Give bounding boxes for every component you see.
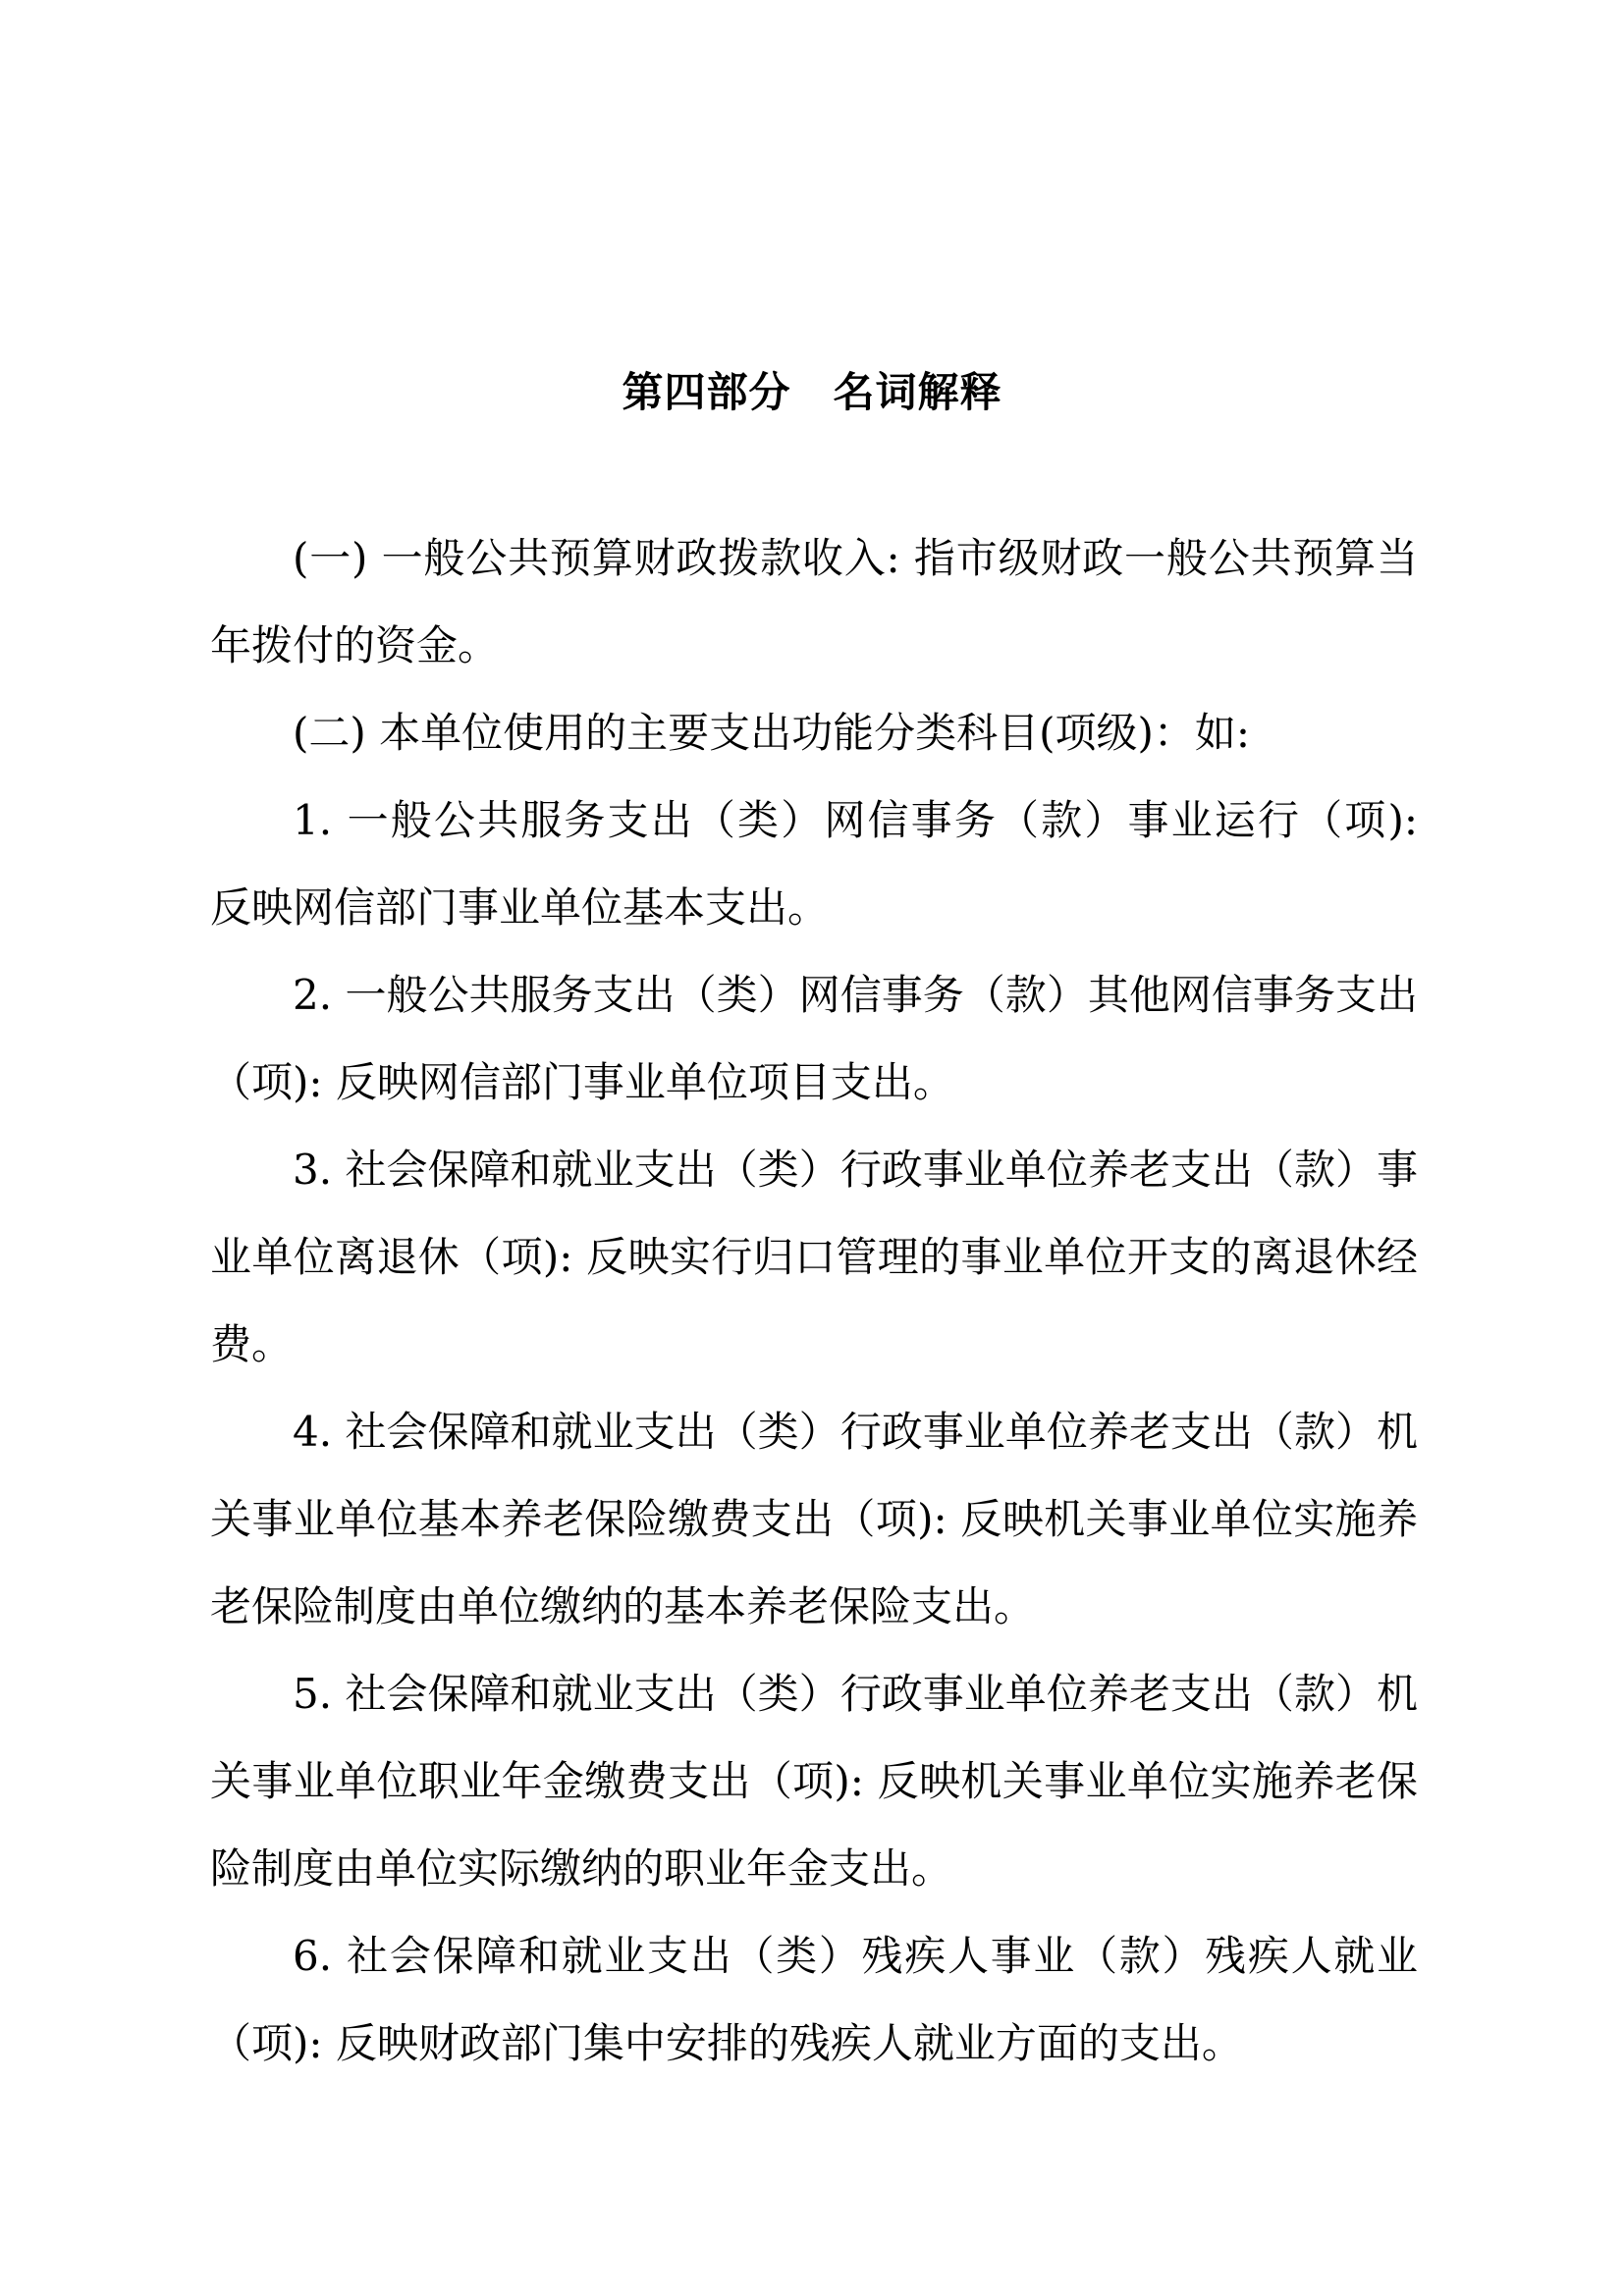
paragraph-item-4: 4. 社会保障和就业支出（类）行政事业单位养老支出（款）机关事业单位基本养老保险缴费支出（项): 反映机关事业单位实施养老保险制度由单位缴纳的基本养老保险支出。 [210, 1408, 1418, 1630]
paragraph-item-1: 1. 一般公共服务支出（类）网信事务（款）事业运行（项): 反映网信部门事业单位基本支出。 [210, 796, 1418, 932]
paragraph-general-budget-income: (一) 一般公共预算财政拨款收入: 指市级财政一般公共预算当年拨付的资金。 [210, 534, 1418, 669]
paragraph-expenditure-categories-intro: (二) 本单位使用的主要支出功能分类科目(项级)：如: [293, 709, 1251, 757]
document-body [210, 514, 1418, 2087]
paragraph-item-3: 3. 社会保障和就业支出（类）行政事业单位养老支出（款）事业单位离退休（项): 反映实行归口管理的事业单位开支的离退休经费。 [210, 1146, 1418, 1368]
paragraph-item-5: 5. 社会保障和就业支出（类）行政事业单位养老支出（款）机关事业单位职业年金缴费支出（项): 反映机关事业单位实施养老保险制度由单位实际缴纳的职业年金支出。 [210, 1670, 1418, 1893]
page-title: 第四部分 名词解释 [622, 368, 1002, 416]
paragraph-item-2: 2. 一般公共服务支出（类）网信事务（款）其他网信事务支出（项): 反映网信部门事业单位项目支出。 [210, 971, 1418, 1106]
paragraph-item-6: 6. 社会保障和就业支出（类）残疾人事业（款）残疾人就业（项): 反映财政部门集中安排的残疾人就业方面的支出。 [210, 1932, 1418, 2067]
